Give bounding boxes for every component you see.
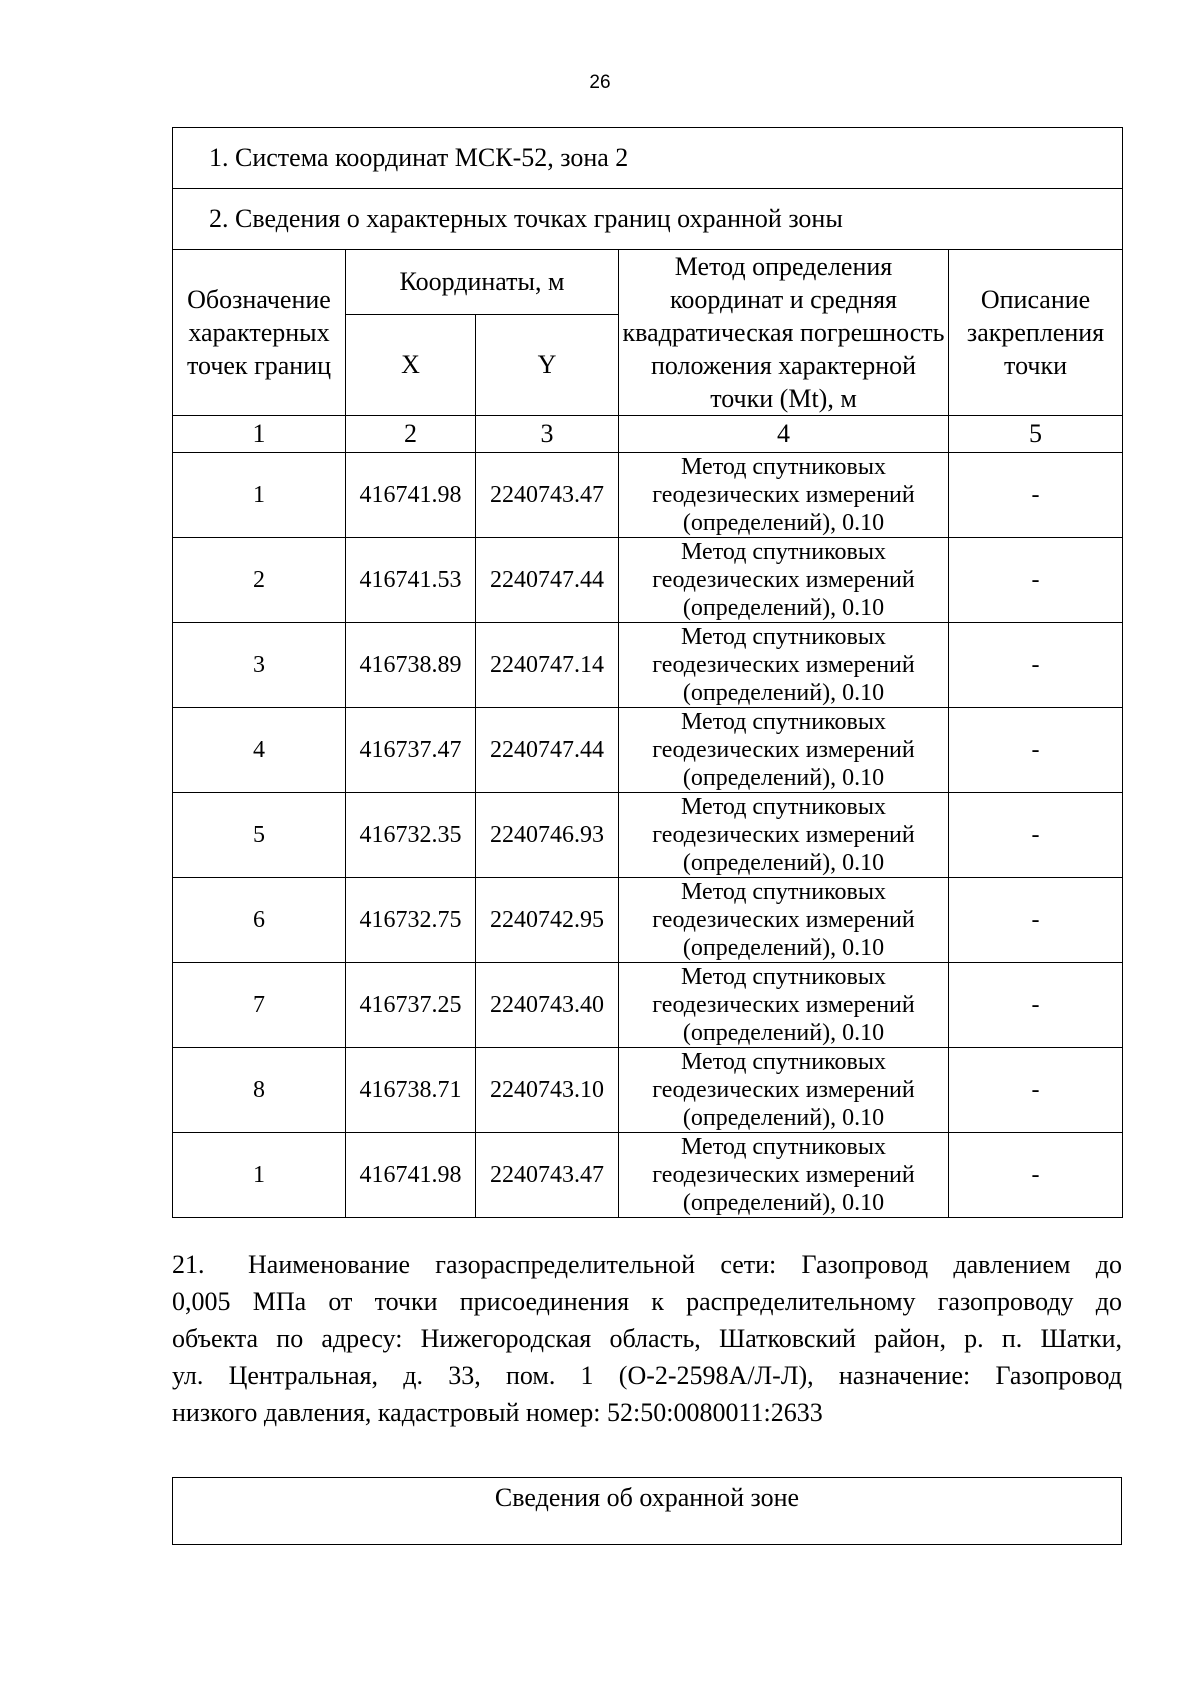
method-cell: Метод спутниковых геодезических измерений (определений), 0.10 (619, 708, 949, 793)
page-number: 26 (589, 72, 611, 93)
method-cell: Метод спутниковых геодезических измерений (определений), 0.10 (619, 793, 949, 878)
x-cell: 416737.25 (346, 963, 476, 1048)
column-number: 3 (476, 416, 619, 453)
y-cell: 2240743.10 (476, 1048, 619, 1133)
description-cell: - (949, 453, 1123, 538)
paragraph-line: 21. Наименование газораспределительной сети: Газопровод давлением до (172, 1246, 1122, 1283)
description-cell: - (949, 708, 1123, 793)
method-cell: Метод спутниковых геодезических измерений (определений), 0.10 (619, 453, 949, 538)
method-cell: Метод спутниковых геодезических измерений (определений), 0.10 (619, 538, 949, 623)
header-method: Метод определения координат и средняя квадратическая погрешность положения характерной точки (Mt), м (619, 250, 949, 416)
x-cell: 416732.75 (346, 878, 476, 963)
description-cell: - (949, 963, 1123, 1048)
method-cell: Метод спутниковых геодезических измерений (определений), 0.10 (619, 878, 949, 963)
y-cell: 2240747.14 (476, 623, 619, 708)
y-cell: 2240743.47 (476, 453, 619, 538)
column-number: 4 (619, 416, 949, 453)
y-cell: 2240743.40 (476, 963, 619, 1048)
table-row (173, 1048, 1123, 1133)
paragraph-line: 0,005 МПа от точки присоединения к распределительному газопроводу до (172, 1287, 1122, 1316)
x-cell: 416741.53 (346, 538, 476, 623)
description-cell: - (949, 538, 1123, 623)
description-cell: - (949, 1048, 1123, 1133)
paragraph-line: ул. Центральная, д. 33, пом. 1 (О-2-2598А/Л-Л), назначение: Газопровод (172, 1361, 1122, 1390)
x-cell: 416737.47 (346, 708, 476, 793)
header-point-designation: Обозначение характерных точек границ (173, 250, 346, 416)
method-cell: Метод спутниковых геодезических измерений (определений), 0.10 (619, 1133, 949, 1218)
boundary-points-title: 2. Сведения о характерных точках границ охранной зоны (173, 189, 1123, 250)
y-cell: 2240747.44 (476, 708, 619, 793)
description-cell: - (949, 1133, 1123, 1218)
point-cell: 5 (173, 793, 346, 878)
paragraph-line: объекта по адресу: Нижегородская область, Шатковский район, р. п. Шатки, (172, 1324, 1122, 1353)
point-cell: 4 (173, 708, 346, 793)
column-number: 1 (173, 416, 346, 453)
table-row (173, 453, 1123, 538)
method-cell: Метод спутниковых геодезических измерений (определений), 0.10 (619, 1048, 949, 1133)
header-coordinates: Координаты, м (346, 250, 619, 315)
method-cell: Метод спутниковых геодезических измерений (определений), 0.10 (619, 623, 949, 708)
coordinates-table (172, 127, 1123, 1218)
header-y: Y (476, 314, 619, 415)
method-cell: Метод спутниковых геодезических измерений (определений), 0.10 (619, 963, 949, 1048)
protection-zone-box (172, 1477, 1122, 1545)
point-cell: 8 (173, 1048, 346, 1133)
description-cell: - (949, 623, 1123, 708)
x-cell: 416732.35 (346, 793, 476, 878)
point-cell: 6 (173, 878, 346, 963)
point-cell: 2 (173, 538, 346, 623)
paragraph-number: 21. (172, 1250, 205, 1279)
x-cell: 416741.98 (346, 1133, 476, 1218)
point-cell: 1 (173, 1133, 346, 1218)
header-description: Описание закрепления точки (949, 250, 1123, 416)
x-cell: 416741.98 (346, 453, 476, 538)
description-cell: - (949, 878, 1123, 963)
table-row (173, 878, 1123, 963)
y-cell: 2240746.93 (476, 793, 619, 878)
description-cell: - (949, 793, 1123, 878)
table-row (173, 1133, 1123, 1218)
protection-zone-title: Сведения об охранной зоне (494, 1483, 800, 1512)
y-cell: 2240742.95 (476, 878, 619, 963)
point-cell: 3 (173, 623, 346, 708)
column-number: 5 (949, 416, 1123, 453)
table-row (173, 623, 1123, 708)
table-row (173, 538, 1123, 623)
x-cell: 416738.89 (346, 623, 476, 708)
x-cell: 416738.71 (346, 1048, 476, 1133)
header-x: X (346, 314, 476, 415)
table-row (173, 963, 1123, 1048)
table-row (173, 708, 1123, 793)
coordinate-system-title: 1. Система координат МСК-52, зона 2 (173, 128, 1123, 189)
paragraph-line: низкого давления, кадастровый номер: 52:50:0080011:2633 (172, 1398, 823, 1427)
column-number: 2 (346, 416, 476, 453)
y-cell: 2240747.44 (476, 538, 619, 623)
y-cell: 2240743.47 (476, 1133, 619, 1218)
point-cell: 7 (173, 963, 346, 1048)
point-cell: 1 (173, 453, 346, 538)
section-21-paragraph (172, 1246, 1122, 1431)
table-row (173, 793, 1123, 878)
